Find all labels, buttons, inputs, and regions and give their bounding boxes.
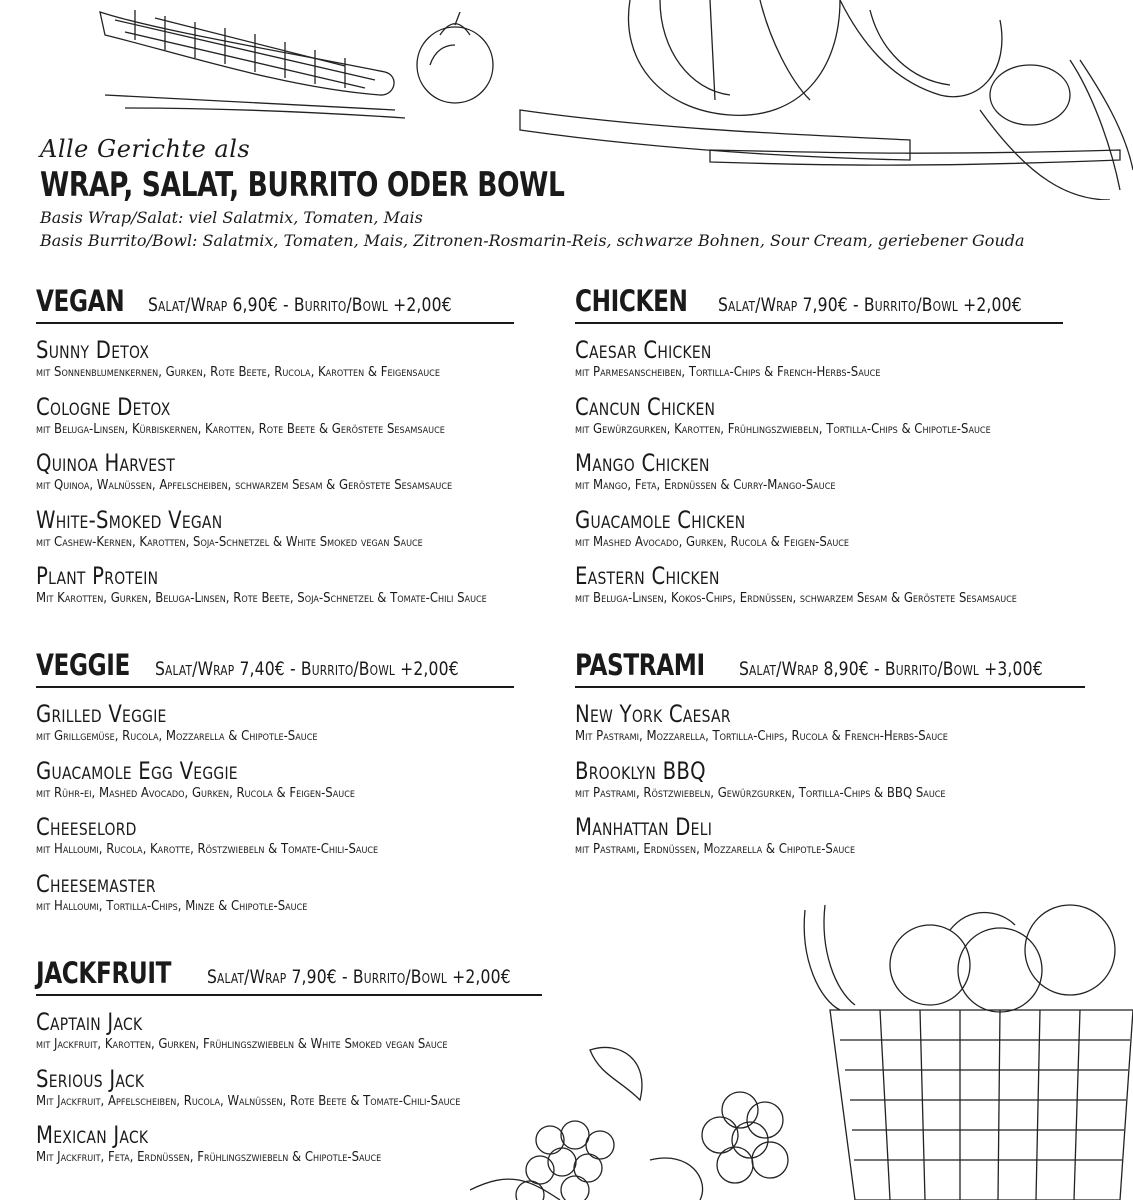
menu-item-description: Mit Pastrami, Mozzarella, Tortilla-Chips, Rucola & French-Herbs-Sauce — [575, 729, 948, 744]
menu-item — [575, 757, 1085, 814]
menu-item-description: mit Beluga-Linsen, Kürbiskernen, Karotten, Rote Beete & Geröstete Sesamsauce — [36, 421, 445, 437]
menu-item — [575, 336, 1063, 393]
menu-item-description: Mit Karotten, Gurken, Beluga-Linsen, Rote Beete, Soja-Schnetzel & Tomate-Chili Sauce — [36, 591, 487, 606]
menu-item-name: Caesar Chicken — [575, 336, 712, 364]
menu-item-name: Sunny Detox — [36, 336, 150, 364]
section-price: Salat/Wrap 7,90€ - Burrito/Bowl +2,00€ — [206, 966, 511, 988]
section-price: Salat/Wrap 6,90€ - Burrito/Bowl +2,00€ — [148, 294, 453, 316]
menu-item — [575, 700, 1085, 757]
page-title: WRAP, SALAT, BURRITO ODER BOWL — [40, 165, 565, 205]
menu-item-description: mit Parmesanscheiben, Tortilla-Chips & French-Herbs-Sauce — [575, 365, 881, 380]
menu-item-description: mit Jackfruit, Karotten, Gurken, Frühlingszwiebeln & White Smoked vegan Sauce — [36, 1037, 448, 1052]
tomato-illustration — [410, 10, 500, 110]
menu-item-description: Mit Jackfruit, Apfelscheiben, Rucola, Walnüssen, Rote Beete & Tomate-Chili-Sauce — [36, 1093, 461, 1109]
intro-pre-title: Alle Gerichte als — [40, 135, 251, 163]
menu-item-description: Mit Jackfruit, Feta, Erdnüssen, Frühlingszwiebeln & Chipotle-Sauce — [36, 1150, 382, 1165]
menu-item — [36, 870, 514, 927]
menu-item-list — [36, 700, 514, 926]
section-header — [36, 284, 514, 324]
section-title: PASTRAMI — [575, 648, 705, 682]
section-header — [575, 284, 1063, 324]
menu-item — [575, 393, 1063, 450]
basket-illustration — [800, 900, 1133, 1200]
menu-item — [36, 1121, 542, 1178]
menu-item-description: mit Mango, Feta, Erdnüssen & Curry-Mango-Sauce — [575, 478, 836, 493]
menu-item-list — [575, 700, 1085, 870]
section-veggie — [36, 648, 514, 926]
menu-item-description: mit Halloumi, Rucola, Karotte, Röstzwiebeln & Tomate-Chili-Sauce — [36, 842, 379, 857]
menu-item-name: Cheeselord — [36, 813, 137, 841]
menu-item-name: Cheesemaster — [36, 869, 156, 898]
menu-item-list — [36, 1008, 542, 1178]
section-chicken — [575, 284, 1063, 619]
menu-item-description: mit Sonnenblumenkernen, Gurken, Rote Beete, Rucola, Karotten & Feigensauce — [36, 365, 440, 380]
section-price: Salat/Wrap 7,40€ - Burrito/Bowl +2,00€ — [155, 658, 460, 680]
menu-item — [36, 813, 514, 870]
menu-item — [36, 562, 514, 619]
section-title: VEGGIE — [36, 648, 130, 682]
menu-item — [36, 1008, 542, 1065]
menu-item — [575, 449, 1063, 506]
menu-item-name: Eastern Chicken — [575, 562, 720, 590]
section-header — [575, 648, 1085, 688]
menu-item — [36, 1065, 542, 1122]
menu-item-description: mit Gewürzgurken, Karotten, Frühlingszwiebeln, Tortilla-Chips & Chipotle-Sauce — [575, 421, 991, 437]
menu-item-description: mit Pastrami, Röstzwiebeln, Gewürzgurken, Tortilla-Chips & BBQ Sauce — [575, 785, 946, 801]
menu-item-name: Serious Jack — [36, 1064, 145, 1093]
intro-block — [40, 134, 1120, 252]
menu-item-name: Cologne Detox — [36, 392, 171, 421]
menu-item-name: Mexican Jack — [36, 1121, 149, 1149]
menu-item — [36, 449, 514, 506]
menu-item — [575, 562, 1063, 619]
menu-item-name: Grilled Veggie — [36, 700, 167, 728]
menu-item-name: Guacamole Chicken — [575, 505, 746, 534]
basis-burrito-text: Basis Burrito/Bowl: Salatmix, Tomaten, Mais, Zitronen-Rosmarin-Reis, schwarze Bohnen, Sour Cream, geriebener Gouda — [40, 231, 1025, 250]
section-price: Salat/Wrap 8,90€ - Burrito/Bowl +3,00€ — [739, 658, 1043, 680]
menu-item — [575, 506, 1063, 563]
menu-item-description: mit Mashed Avocado, Gurken, Rucola & Feigen-Sauce — [575, 534, 850, 550]
menu-item-name: Brooklyn BBQ — [575, 756, 706, 785]
menu-item-description: mit Grillgemüse, Rucola, Mozzarella & Chipotle-Sauce — [36, 729, 318, 744]
menu-item-name: White-Smoked Vegan — [36, 505, 223, 534]
menu-item-description: mit Rühr-ei, Mashed Avocado, Gurken, Rucola & Feigen-Sauce — [36, 785, 355, 801]
menu-item-name: Plant Protein — [36, 562, 159, 590]
menu-item-list — [36, 336, 514, 619]
menu-item — [36, 393, 514, 450]
menu-item — [575, 813, 1085, 870]
menu-item-description: mit Quinoa, Walnüssen, Apfelscheiben, schwarzem Sesam & Geröstete Sesamsauce — [36, 478, 453, 493]
menu-item — [36, 757, 514, 814]
menu-item-name: Cancun Chicken — [575, 392, 716, 421]
section-header — [36, 648, 514, 688]
section-header — [36, 956, 542, 996]
menu-item-description: mit Cashew-Kernen, Karotten, Soja-Schnetzel & White Smoked vegan Sauce — [36, 534, 423, 550]
basis-wrap-text: Basis Wrap/Salat: viel Salatmix, Tomaten, Mais — [40, 208, 423, 227]
menu-item-name: New York Caesar — [575, 700, 731, 728]
menu-item-list — [575, 336, 1063, 619]
menu-item-name: Mango Chicken — [575, 449, 710, 477]
section-price: Salat/Wrap 7,90€ - Burrito/Bowl +2,00€ — [717, 294, 1022, 316]
section-pastrami — [575, 648, 1085, 870]
menu-item — [36, 506, 514, 563]
menu-item — [36, 336, 514, 393]
menu-item-name: Manhattan Deli — [575, 813, 713, 841]
section-title: VEGAN — [36, 284, 125, 318]
menu-item-description: mit Pastrami, Erdnüssen, Mozzarella & Chipotle-Sauce — [575, 842, 856, 857]
menu-item-name: Quinoa Harvest — [36, 449, 176, 477]
section-jackfruit — [36, 956, 542, 1178]
menu-item-description: mit Halloumi, Tortilla-Chips, Minze & Chipotle-Sauce — [36, 898, 308, 914]
menu-item-name: Guacamole Egg Veggie — [36, 756, 238, 785]
section-title: CHICKEN — [575, 284, 688, 318]
section-title: JACKFRUIT — [36, 956, 171, 990]
menu-item-name: Captain Jack — [36, 1008, 143, 1036]
corn-illustration — [95, 0, 415, 120]
menu-item-description: mit Beluga-Linsen, Kokos-Chips, Erdnüssen, schwarzem Sesam & Geröstete Sesamsauce — [575, 591, 1017, 606]
menu-item — [36, 700, 514, 757]
section-vegan — [36, 284, 514, 619]
